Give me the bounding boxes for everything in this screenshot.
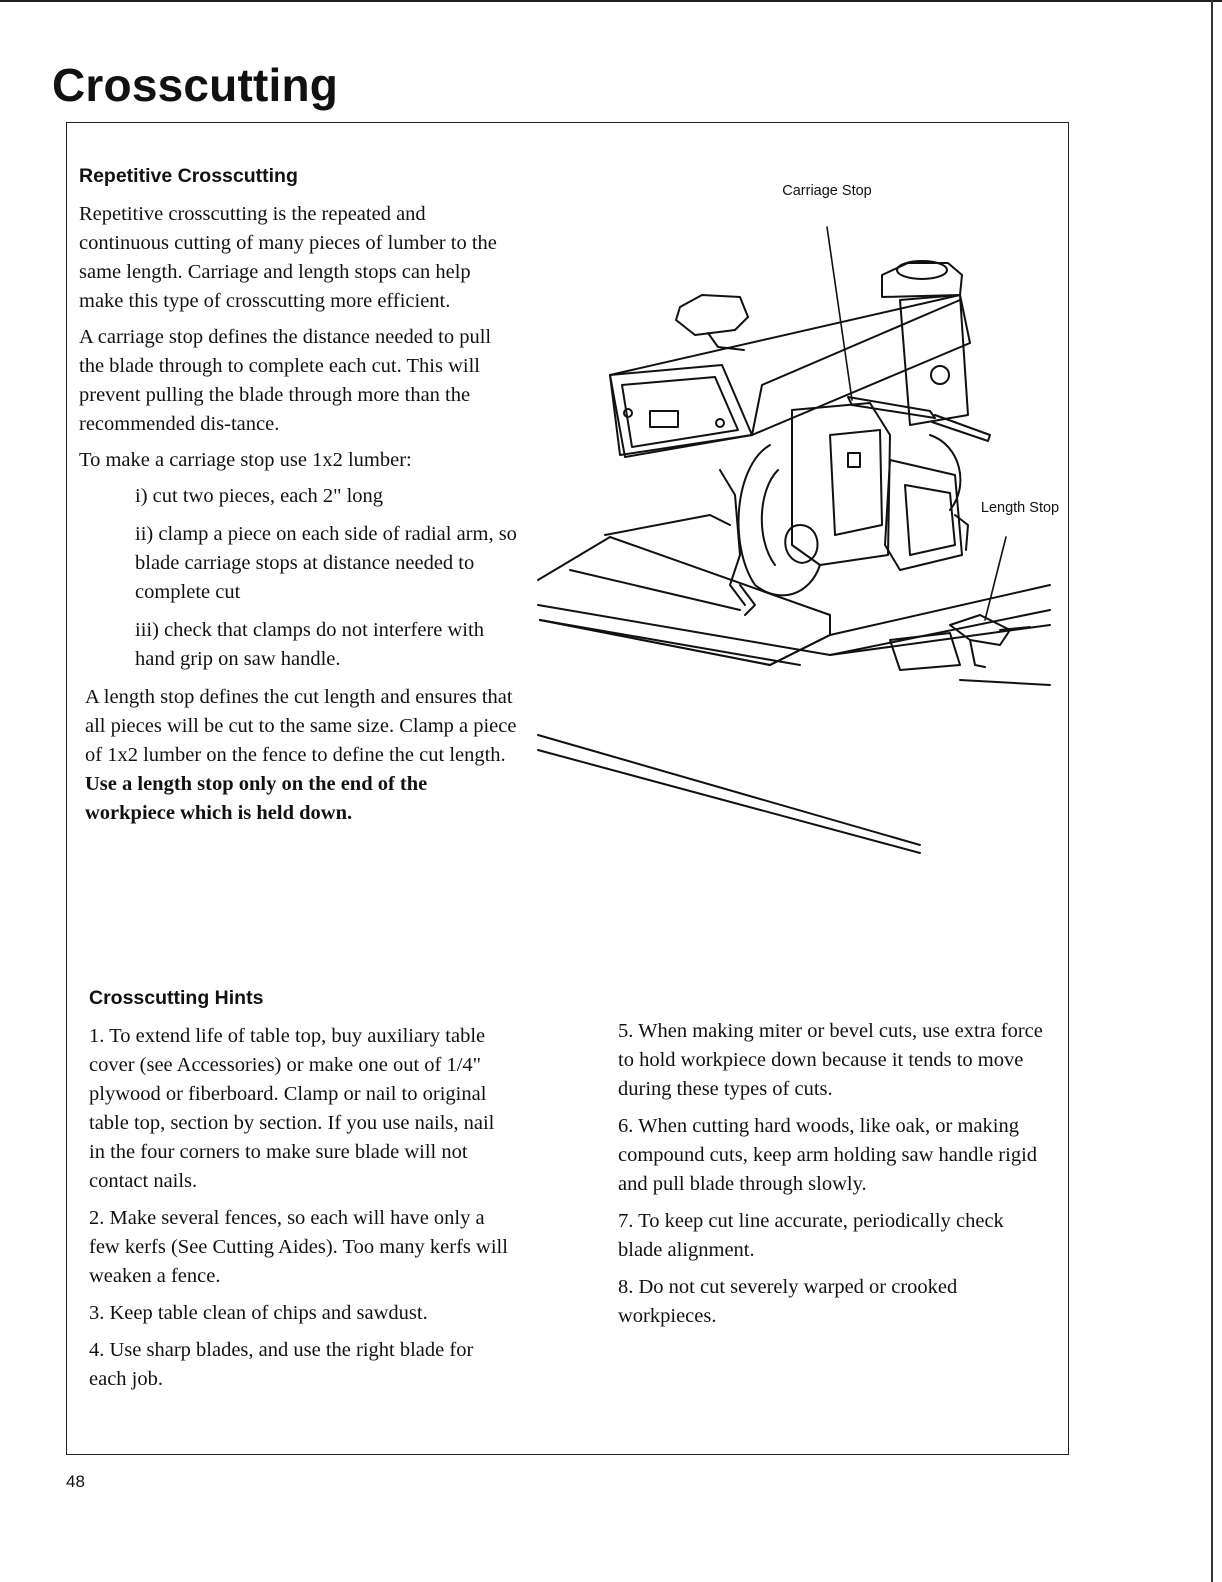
repetitive-crosscutting-body [79, 200, 519, 835]
carriage-stop-label: Carriage Stop [782, 183, 872, 199]
hint-item: 4. Use sharp blades, and use the right blade for each job. [89, 1339, 474, 1390]
hint-item: 5. When making miter or bevel cuts, use extra force to hold workpiece down because it tends to move during these types of cuts. [618, 1020, 1043, 1100]
crosscutting-hints-heading: Crosscutting Hints [89, 987, 264, 1009]
step-item: iii) check that clamps do not interfere with hand grip on saw handle. [135, 619, 484, 670]
page-title: Crosscutting [52, 59, 339, 111]
hints-left-column [89, 1022, 514, 1402]
step-item: ii) clamp a piece on each side of radial arm, so blade carriage stops at distance needed to complete cut [135, 523, 517, 603]
carriage-stop-paragraph: A carriage stop defines the distance needed to pull the blade through to complete each cut. This will prevent pulling the blade through more than the recommended dis-tance. [79, 326, 492, 435]
length-stop-label: Length Stop [980, 500, 1060, 516]
step-item: i) cut two pieces, each 2" long [135, 485, 384, 507]
page-right-border [1211, 0, 1213, 1582]
radial-arm-saw-illustration [530, 225, 1060, 865]
hint-item: 1. To extend life of table top, buy auxiliary table cover (see Accessories) or make one out of 1/4" plywood or fiberboard. Clamp or nail to original table top, section by section. If you use nails, nail in the four corners to make sure blade will not contact nails. [89, 1025, 495, 1192]
make-carriage-stop-paragraph: To make a carriage stop use 1x2 lumber: [79, 449, 412, 471]
page-top-border [0, 0, 1222, 2]
hints-right-column [618, 1017, 1048, 1339]
page-number: 48 [66, 1472, 85, 1491]
length-stop-text: A length stop defines the cut length and ensures that all pieces will be cut to the same size. Clamp a piece of 1x2 lumber on the fence to define the cut length. [85, 686, 517, 766]
intro-paragraph: Repetitive crosscutting is the repeated and continuous cutting of many pieces of lumber to the same length. Carriage and length stops can help make this type of crosscutting more efficient. [79, 203, 497, 312]
length-stop-warning: Use a length stop only on the end of the workpiece which is held down. [85, 773, 428, 824]
hint-item: 2. Make several fences, so each will have only a few kerfs (See Cutting Aides). Too many kerfs will weaken a fence. [89, 1207, 508, 1287]
hint-item: 8. Do not cut severely warped or crooked workpieces. [618, 1276, 958, 1327]
length-stop-paragraph [85, 683, 520, 828]
hint-item: 6. When cutting hard woods, like oak, or making compound cuts, keep arm holding saw handle rigid and pull blade through slowly. [618, 1115, 1038, 1195]
hint-item: 7. To keep cut line accurate, periodically check blade alignment. [618, 1210, 1004, 1261]
repetitive-crosscutting-heading: Repetitive Crosscutting [79, 165, 298, 187]
hint-item: 3. Keep table clean of chips and sawdust. [89, 1302, 428, 1324]
